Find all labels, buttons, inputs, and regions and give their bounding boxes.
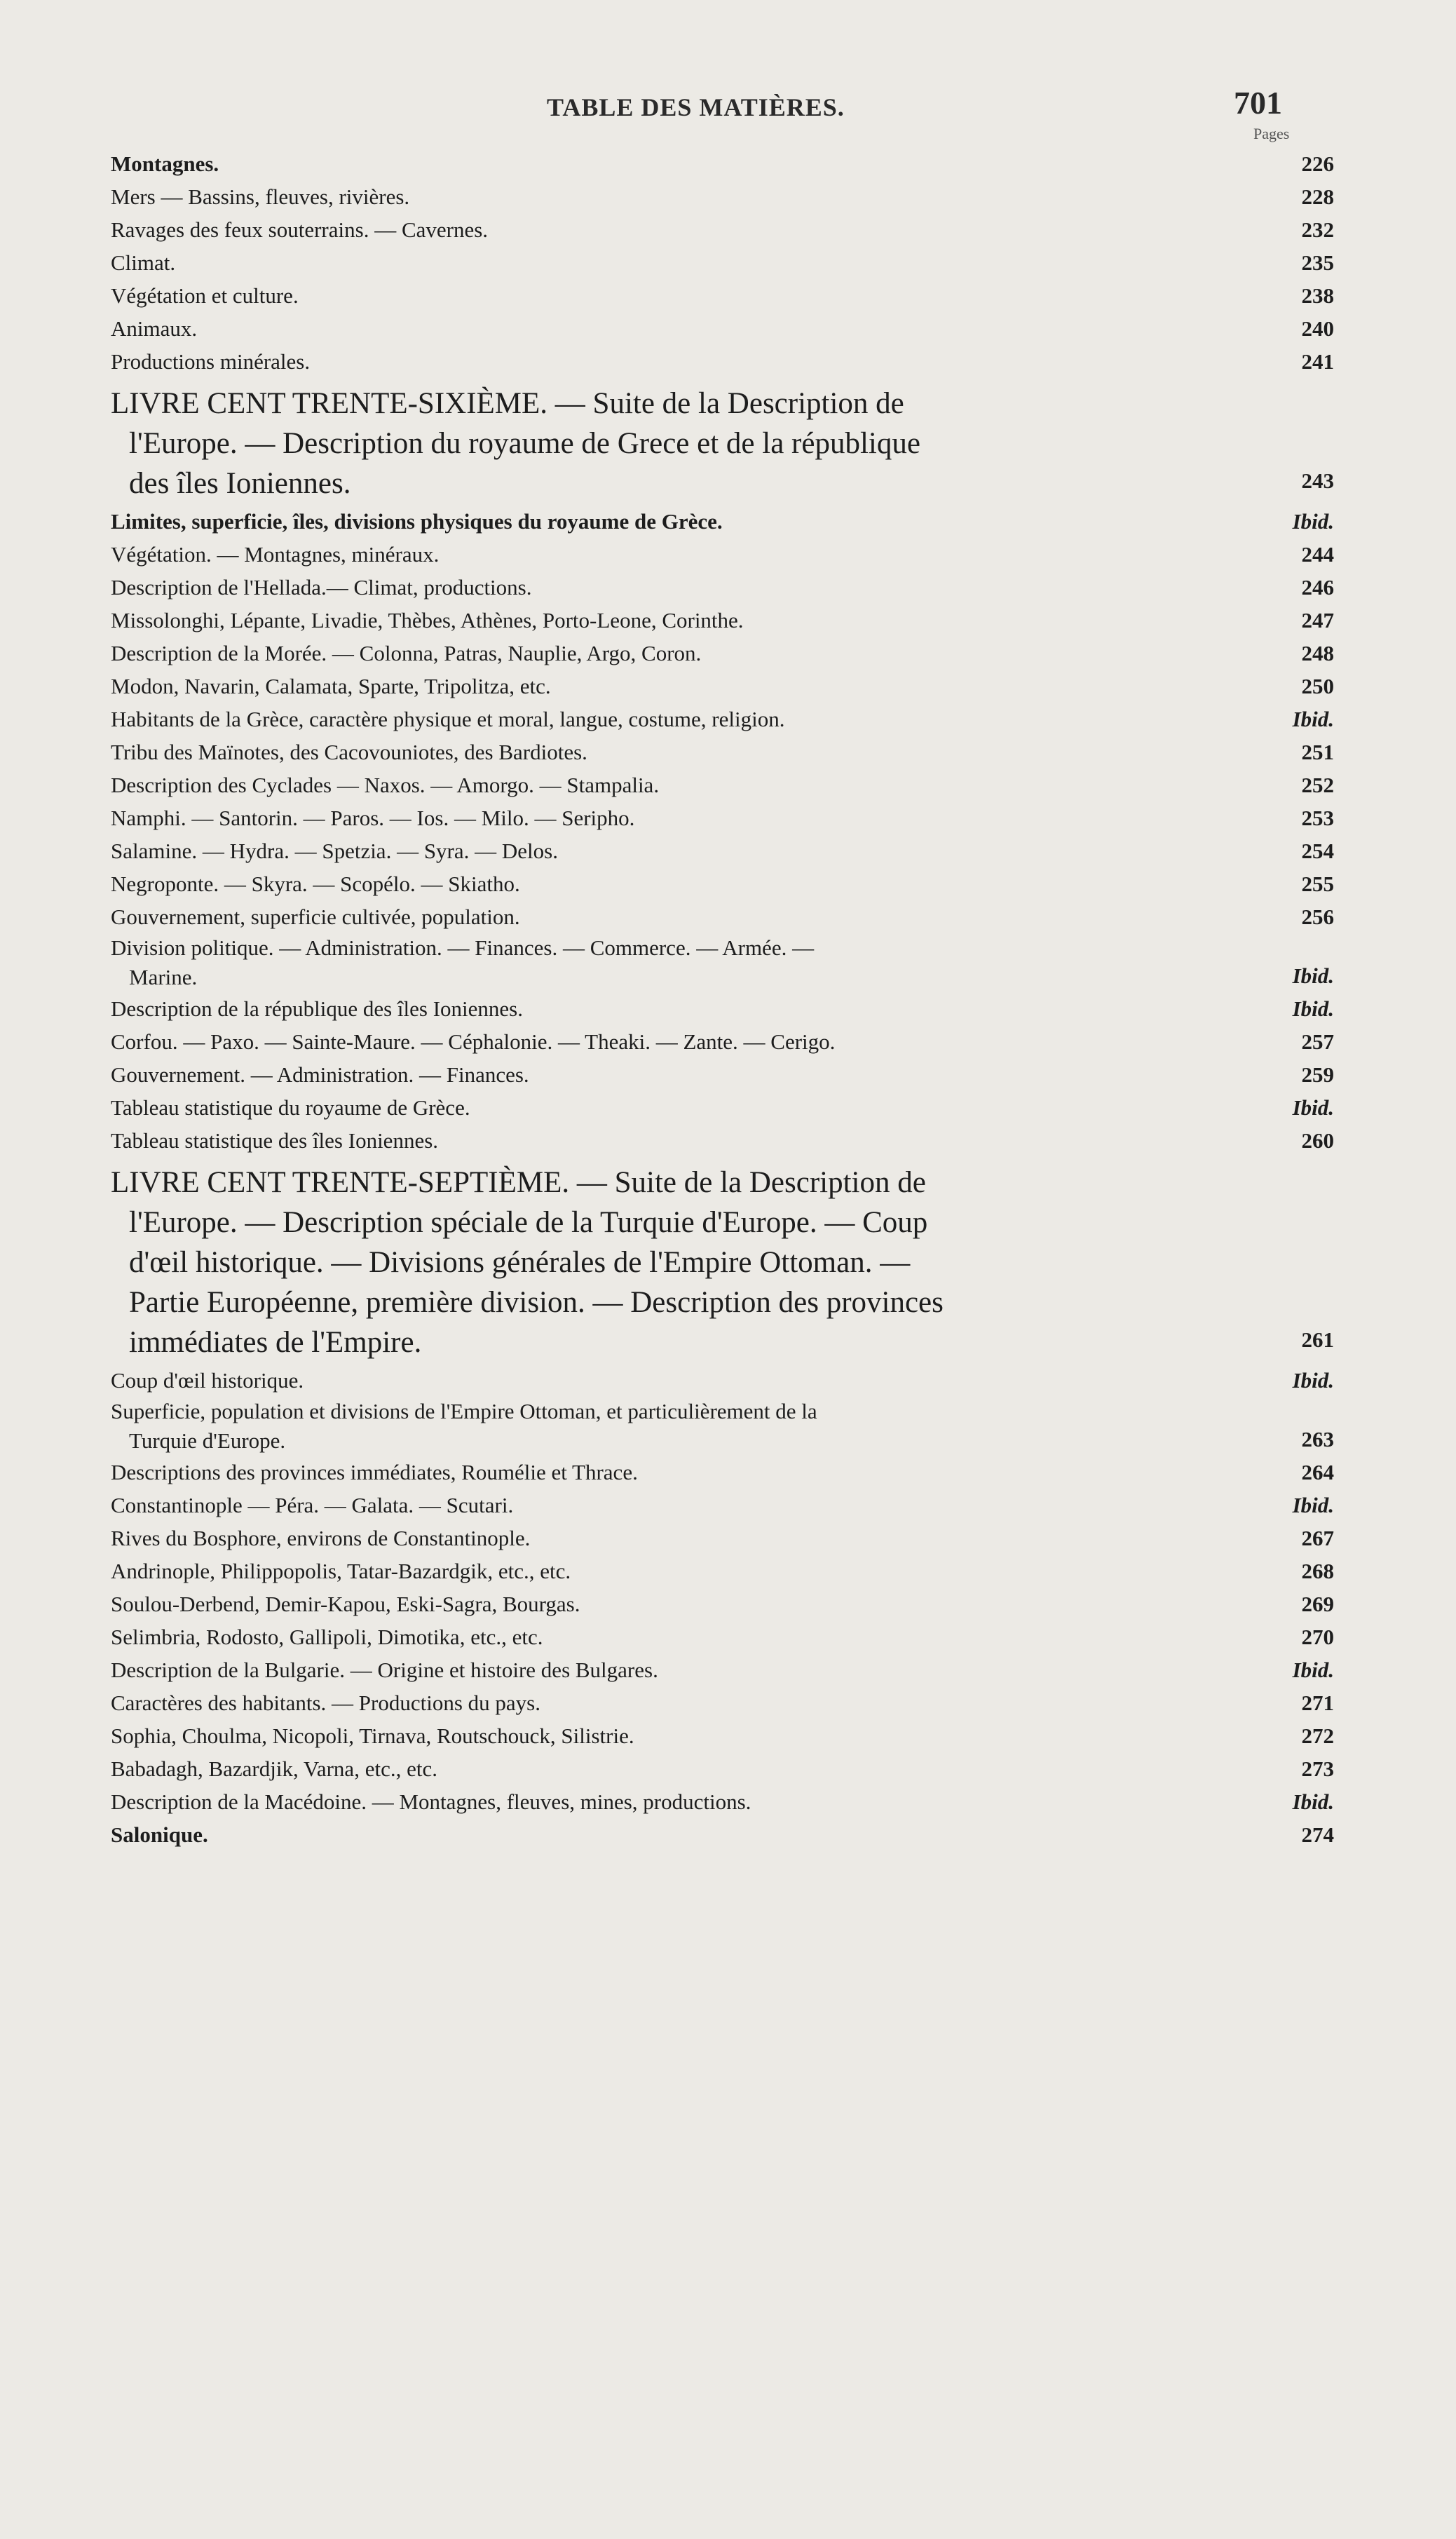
toc-entry-title: Salonique. [111, 1822, 208, 1847]
toc-entry [111, 801, 1334, 834]
toc-entry [111, 1587, 1334, 1620]
toc-entry [111, 147, 1334, 180]
toc-entry-page: 256 [1301, 905, 1334, 929]
toc-entry [111, 867, 1334, 900]
toc-entry [111, 1785, 1334, 1818]
toc-entry-title: Végétation et culture. [111, 283, 299, 308]
toc-entry-title: Description de la Macédoine. — Montagnes, fleuves, mines, productions. [111, 1789, 751, 1814]
toc-entry [111, 703, 1334, 736]
toc-entry-title: Animaux. [111, 316, 198, 341]
toc-entry [111, 900, 1334, 933]
toc-entry [111, 1091, 1334, 1124]
toc-book-title-line: l'Europe. — Description spéciale de la Turquie d'Europe. — Coup [129, 1206, 928, 1239]
toc-entry-title: Description de la Morée. — Colonna, Patras, Nauplie, Argo, Coron. [111, 641, 702, 665]
toc-entry [111, 992, 1334, 1025]
toc-entry-page: Ibid. [1292, 509, 1334, 534]
toc-entry [111, 571, 1334, 604]
toc-entry-page: 228 [1301, 184, 1334, 209]
toc-entry-page: 232 [1301, 217, 1334, 242]
toc-entry-page: 238 [1301, 283, 1334, 308]
toc-entry-page: 255 [1301, 872, 1334, 896]
toc-entry-page: 254 [1301, 839, 1334, 863]
toc-entry-page: 244 [1301, 542, 1334, 567]
toc-entry-page: 267 [1301, 1526, 1334, 1550]
toc-entry-title: Corfou. — Paxo. — Sainte-Maure. — Céphalonie. — Theaki. — Zante. — Cerigo. [111, 1029, 836, 1054]
toc-entry-page: 264 [1301, 1460, 1334, 1484]
toc-entry-page: 241 [1301, 349, 1334, 374]
toc-book-title-line: des îles Ioniennes. [129, 467, 351, 500]
toc-book-title-line: d'œil historique. — Divisions générales de l'Empire Ottoman. — [129, 1246, 911, 1279]
toc-entry-title: Végétation. — Montagnes, minéraux. [111, 542, 440, 567]
toc-entry [111, 1620, 1334, 1653]
toc-entry-title: Salamine. — Hydra. — Spetzia. — Syra. — Delos. [111, 839, 558, 863]
toc-entry-page: 243 [1301, 468, 1334, 493]
toc-entry-page: Ibid. [1292, 1658, 1334, 1682]
toc-entry-page: Ibid. [1292, 1789, 1334, 1814]
toc-entry-title: Babadagh, Bazardjik, Varna, etc., etc. [111, 1756, 437, 1781]
toc-entry-page: 253 [1301, 806, 1334, 830]
toc-entry [111, 538, 1334, 571]
toc-entry-title: Negroponte. — Skyra. — Scopélo. — Skiatho. [111, 872, 520, 896]
toc-entry-title: Tribu des Maïnotes, des Cacovouniotes, des Bardiotes. [111, 740, 587, 764]
toc-entry-title: Soulou-Derbend, Demir-Kapou, Eski-Sagra, Bourgas. [111, 1592, 580, 1616]
toc-entry-title: Caractères des habitants. — Productions du pays. [111, 1691, 540, 1715]
toc-entry-title: Gouvernement, superficie cultivée, population. [111, 905, 520, 929]
toc-entry-page: 257 [1301, 1029, 1334, 1054]
toc-entry-page: 268 [1301, 1559, 1334, 1583]
toc-entry-page: 247 [1301, 608, 1334, 632]
toc-entry [111, 670, 1334, 703]
toc-entry-page: Ibid. [1292, 1368, 1334, 1393]
toc-entry [111, 604, 1334, 637]
toc-book-title-line: LIVRE CENT TRENTE-SEPTIÈME. — Suite de la Description de [111, 1166, 926, 1199]
toc-entry [111, 505, 1334, 538]
toc-book-title-line: l'Europe. — Description du royaume de Grece et de la république [129, 427, 920, 460]
toc-entry-title: Montagnes. [111, 151, 219, 176]
toc-entry-title: Andrinople, Philippopolis, Tatar-Bazardgik, etc., etc. [111, 1559, 571, 1583]
toc-entry [111, 1653, 1334, 1686]
toc-entry-title: Ravages des feux souterrains. — Cavernes. [111, 217, 489, 242]
toc-entry-title: Description de la Bulgarie. — Origine et histoire des Bulgares. [111, 1658, 658, 1682]
toc-entry [111, 933, 1334, 992]
toc-entry-page: 235 [1301, 250, 1334, 275]
toc-entry [111, 769, 1334, 801]
toc-entry-title: Rives du Bosphore, environs de Constantinople. [111, 1526, 531, 1550]
toc-book-title [111, 1163, 1264, 1362]
toc-entry [111, 1818, 1334, 1851]
page-number: 701 [1234, 85, 1282, 121]
toc-entry-page: 272 [1301, 1724, 1334, 1748]
toc-entry [111, 1719, 1334, 1752]
toc-entry-page: Ibid. [1292, 707, 1334, 731]
toc-entry-page: Ibid. [1292, 1493, 1334, 1517]
toc-entry [111, 1364, 1334, 1397]
toc-entry-page: 273 [1301, 1756, 1334, 1781]
toc-entry-page: 274 [1301, 1822, 1334, 1847]
toc-entry-title: Limites, superficie, îles, divisions physiques du royaume de Grèce. [111, 509, 723, 534]
toc-entry [111, 1489, 1334, 1522]
toc-entry [111, 246, 1334, 279]
toc-entry-title: Productions minérales. [111, 349, 311, 374]
toc-entry [111, 637, 1334, 670]
toc-entry-page: 240 [1301, 316, 1334, 341]
toc-entry-page: Ibid. [1292, 1095, 1334, 1120]
toc-entry-page: 271 [1301, 1691, 1334, 1715]
toc-entry-title-line: Superficie, population et divisions de l'Empire Ottoman, et particulièrement de la [111, 1399, 817, 1423]
toc-entry-title: Tableau statistique du royaume de Grèce. [111, 1095, 470, 1120]
toc-entry-title-line: Turquie d'Europe. [129, 1428, 286, 1453]
toc-entry-page: Ibid. [1292, 996, 1334, 1021]
toc-entry [111, 1058, 1334, 1091]
toc-entry [111, 1456, 1334, 1489]
toc-entry [111, 180, 1334, 213]
toc-entry-title: Gouvernement. — Administration. — Finances. [111, 1062, 529, 1087]
toc-entry [111, 1555, 1334, 1587]
toc-entry-page: 263 [1301, 1427, 1334, 1451]
toc-entry-title: Description de l'Hellada.— Climat, productions. [111, 575, 532, 600]
toc-entry [111, 213, 1334, 246]
toc-entry-page: 270 [1301, 1625, 1334, 1649]
toc-entry-page: 259 [1301, 1062, 1334, 1087]
toc-entry-title: Description des Cyclades — Naxos. — Amorgo. — Stampalia. [111, 773, 660, 797]
toc-entry [111, 1752, 1334, 1785]
toc-entry-title: Constantinople — Péra. — Galata. — Scutari. [111, 1493, 514, 1517]
toc-entry-page: 248 [1301, 641, 1334, 665]
toc-entry-title: Descriptions des provinces immédiates, Roumélie et Thrace. [111, 1460, 638, 1484]
toc-book-title-line: immédiates de l'Empire. [129, 1326, 422, 1359]
toc-entry-title: Coup d'œil historique. [111, 1368, 304, 1393]
toc-entry-page: 252 [1301, 773, 1334, 797]
toc-entry [111, 834, 1334, 867]
toc-entry [111, 1025, 1334, 1058]
toc-entry-title: Modon, Navarin, Calamata, Sparte, Tripolitza, etc. [111, 674, 551, 698]
toc-book-title-line: LIVRE CENT TRENTE-SIXIÈME. — Suite de la Description de [111, 387, 904, 420]
toc-entry-title: Sophia, Choulma, Nicopoli, Tirnava, Routschouck, Silistrie. [111, 1724, 634, 1748]
toc-entry-title [111, 933, 1264, 992]
toc-entry [111, 1522, 1334, 1555]
toc-entry-page: 246 [1301, 575, 1334, 600]
toc-entry [111, 279, 1334, 312]
table-of-contents [111, 147, 1334, 1851]
toc-book-heading [111, 1157, 1334, 1364]
toc-entry-title: Selimbria, Rodosto, Gallipoli, Dimotika, etc., etc. [111, 1625, 543, 1649]
toc-entry-page: 251 [1301, 740, 1334, 764]
running-title: TABLE DES MATIÈRES. [547, 93, 845, 121]
toc-entry-page: 250 [1301, 674, 1334, 698]
toc-entry-page: 269 [1301, 1592, 1334, 1616]
toc-entry-title: Description de la république des îles Ioniennes. [111, 996, 523, 1021]
pages-column-label: Pages [1253, 125, 1290, 142]
toc-entry-page: Ibid. [1292, 963, 1334, 988]
toc-entry-title: Climat. [111, 250, 176, 275]
toc-entry [111, 1397, 1334, 1456]
toc-entry [111, 1686, 1334, 1719]
toc-entry [111, 312, 1334, 345]
toc-entry-title: Namphi. — Santorin. — Paros. — Ios. — Milo. — Seripho. [111, 806, 635, 830]
toc-entry-page: 261 [1301, 1327, 1334, 1352]
toc-book-heading [111, 378, 1334, 505]
toc-entry-title: Habitants de la Grèce, caractère physique et moral, langue, costume, religion. [111, 707, 785, 731]
toc-entry-page: 260 [1301, 1128, 1334, 1153]
toc-entry-title: Tableau statistique des îles Ioniennes. [111, 1128, 439, 1153]
toc-entry [111, 345, 1334, 378]
toc-entry-title-line: Marine. [129, 965, 198, 989]
toc-entry-title [111, 1397, 1264, 1456]
page-header [0, 84, 1456, 126]
toc-entry [111, 736, 1334, 769]
toc-entry-title: Mers — Bassins, fleuves, rivières. [111, 184, 410, 209]
toc-entry [111, 1124, 1334, 1157]
toc-entry-title: Missolonghi, Lépante, Livadie, Thèbes, Athènes, Porto-Leone, Corinthe. [111, 608, 744, 632]
toc-book-title-line: Partie Européenne, première division. — Description des provinces [129, 1286, 944, 1319]
toc-entry-title-line: Division politique. — Administration. — Finances. — Commerce. — Armée. — [111, 935, 815, 960]
toc-entry-page: 226 [1301, 151, 1334, 176]
toc-book-title [111, 384, 1264, 503]
